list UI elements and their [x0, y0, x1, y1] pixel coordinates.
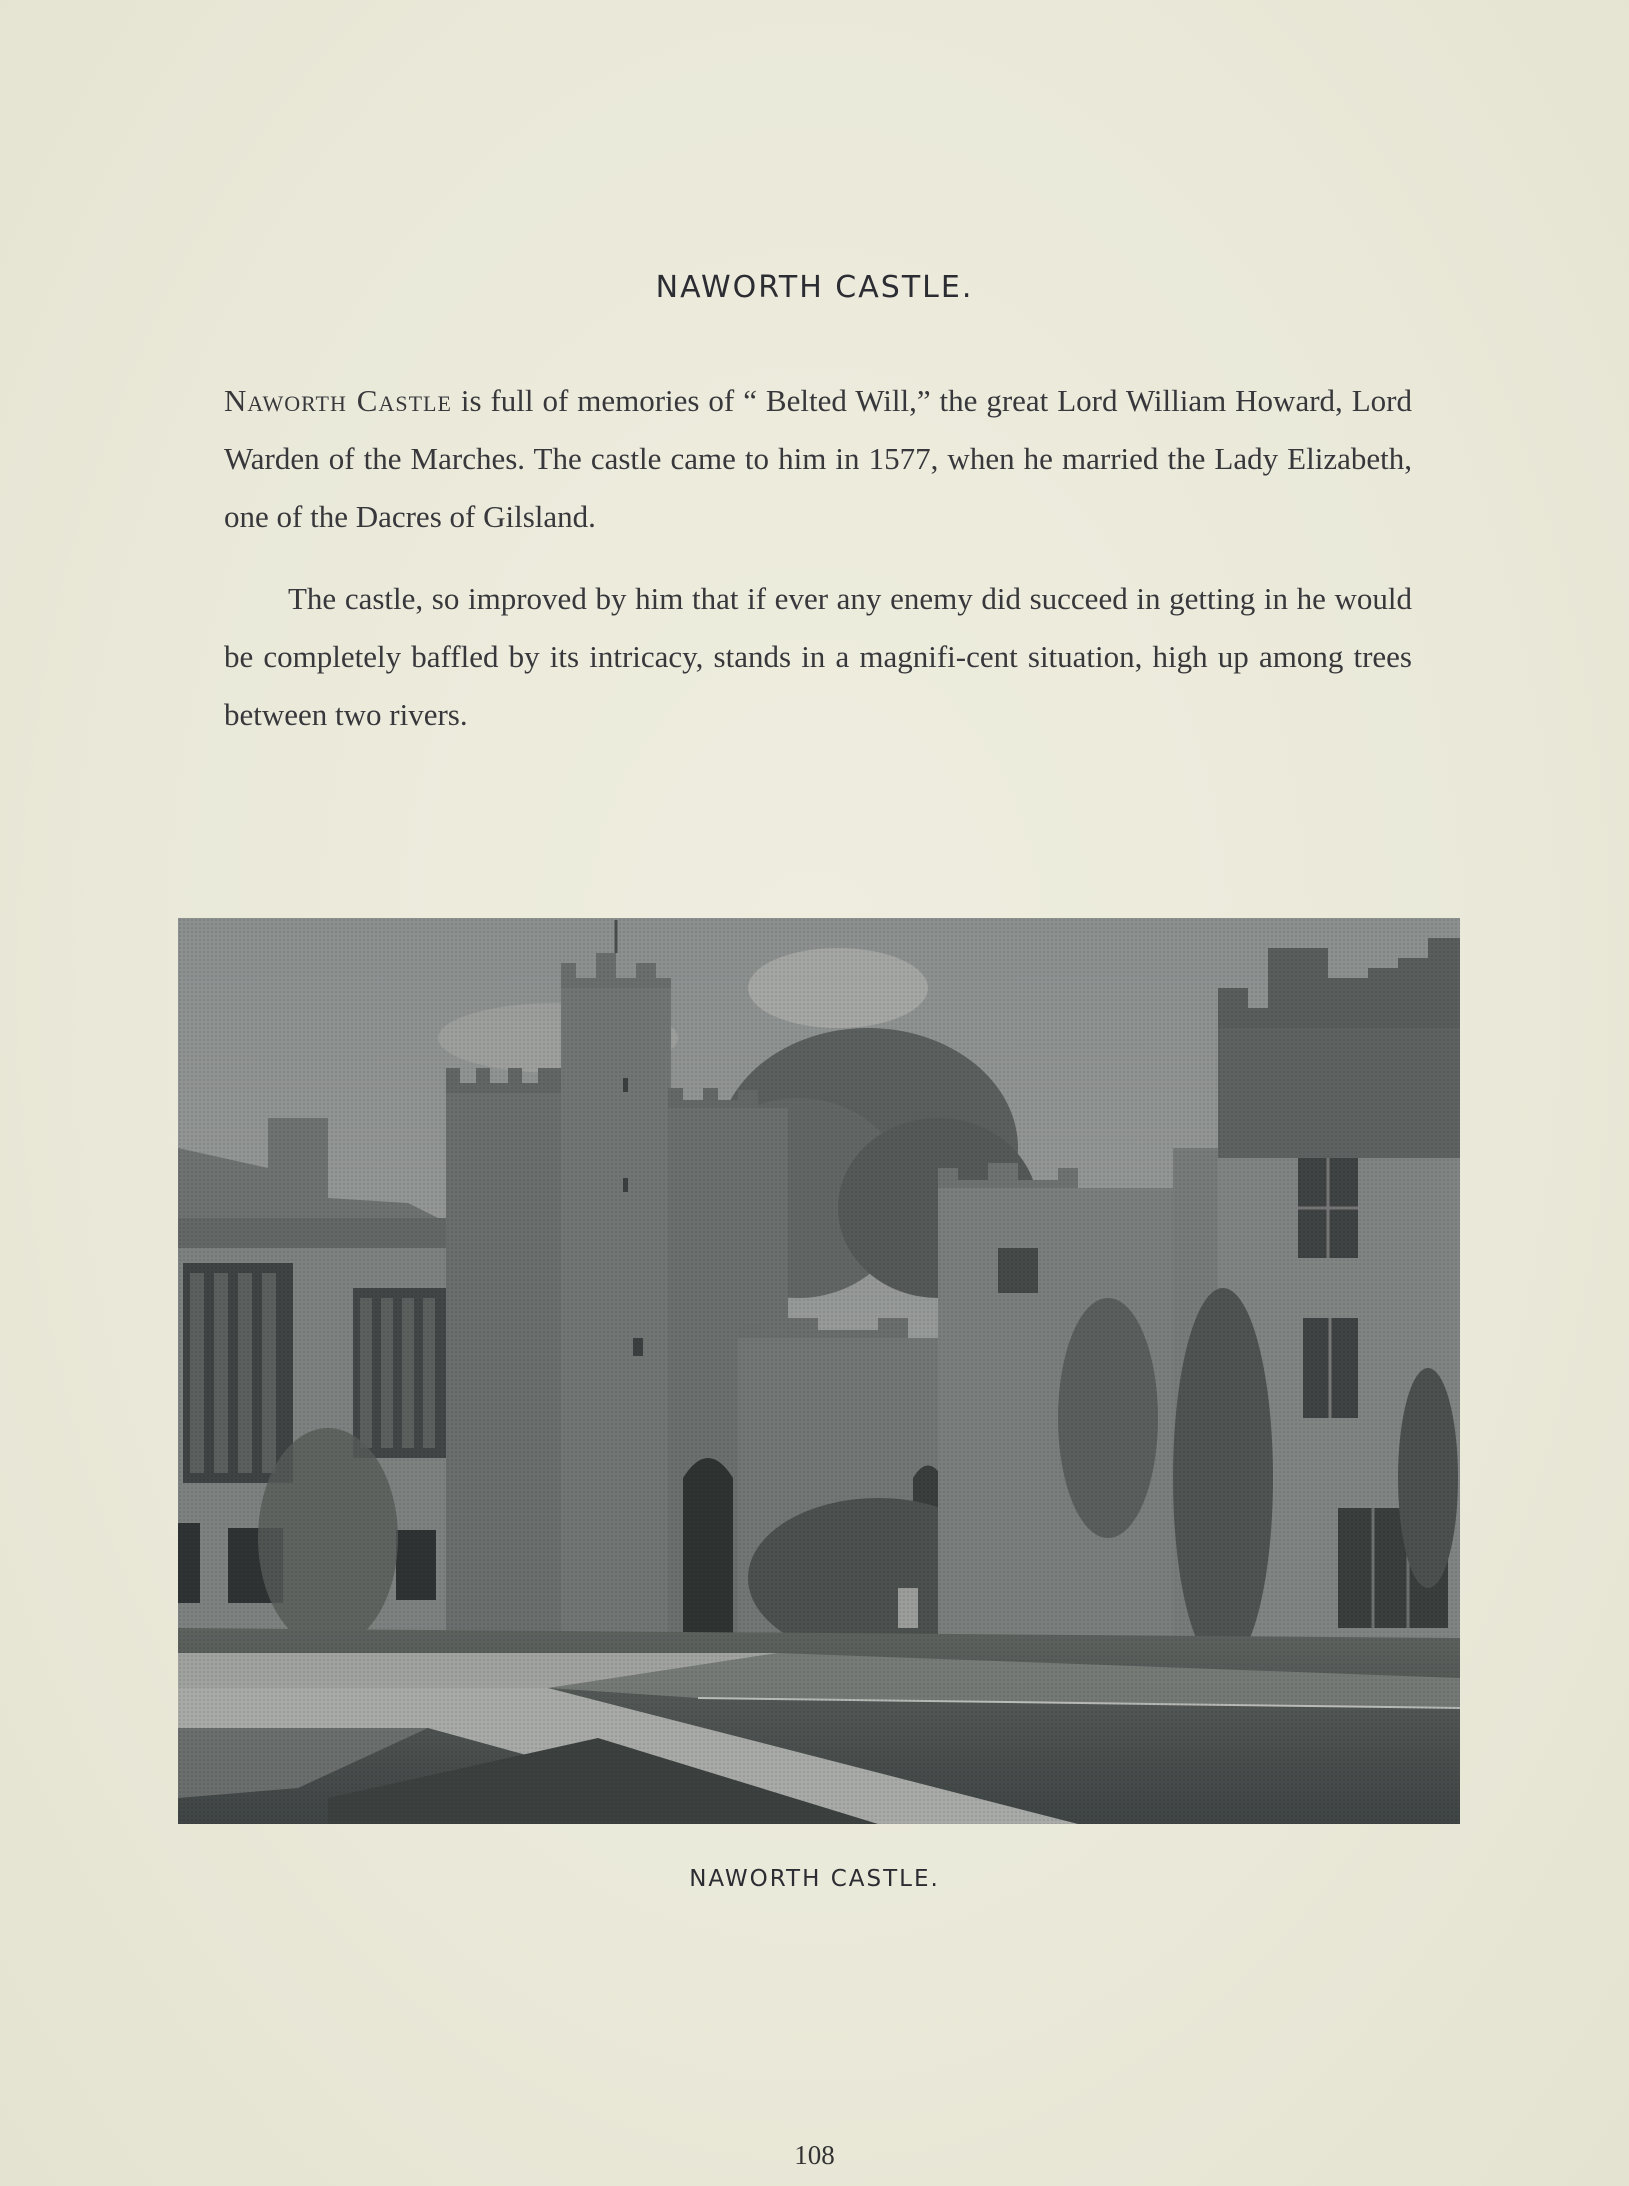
paragraph-1-lead: Naworth Castle [224, 383, 452, 418]
photo-caption: NAWORTH CASTLE. [689, 1866, 940, 1892]
paragraph-1-text: is full of memories of “ Belted Will,” the great Lord William Howard, Lord Warden of the Marches. The castle came to him in 1577, when he married the Lady Elizabeth, one of the Dacres of Gilsland. [224, 383, 1412, 534]
paragraph-2: The castle, so improved by him that if ever any enemy did succeed in getting in he would be completely baffled by its intricacy, stands in a magnifi-cent situation, high up among trees between two rivers. [224, 581, 1412, 732]
page-heading: NAWORTH CASTLE. [655, 270, 974, 305]
body-text [224, 372, 1412, 744]
paragraph-1 [224, 372, 1412, 546]
page-number: 108 [794, 2140, 835, 2170]
castle-photograph [178, 918, 1460, 1824]
